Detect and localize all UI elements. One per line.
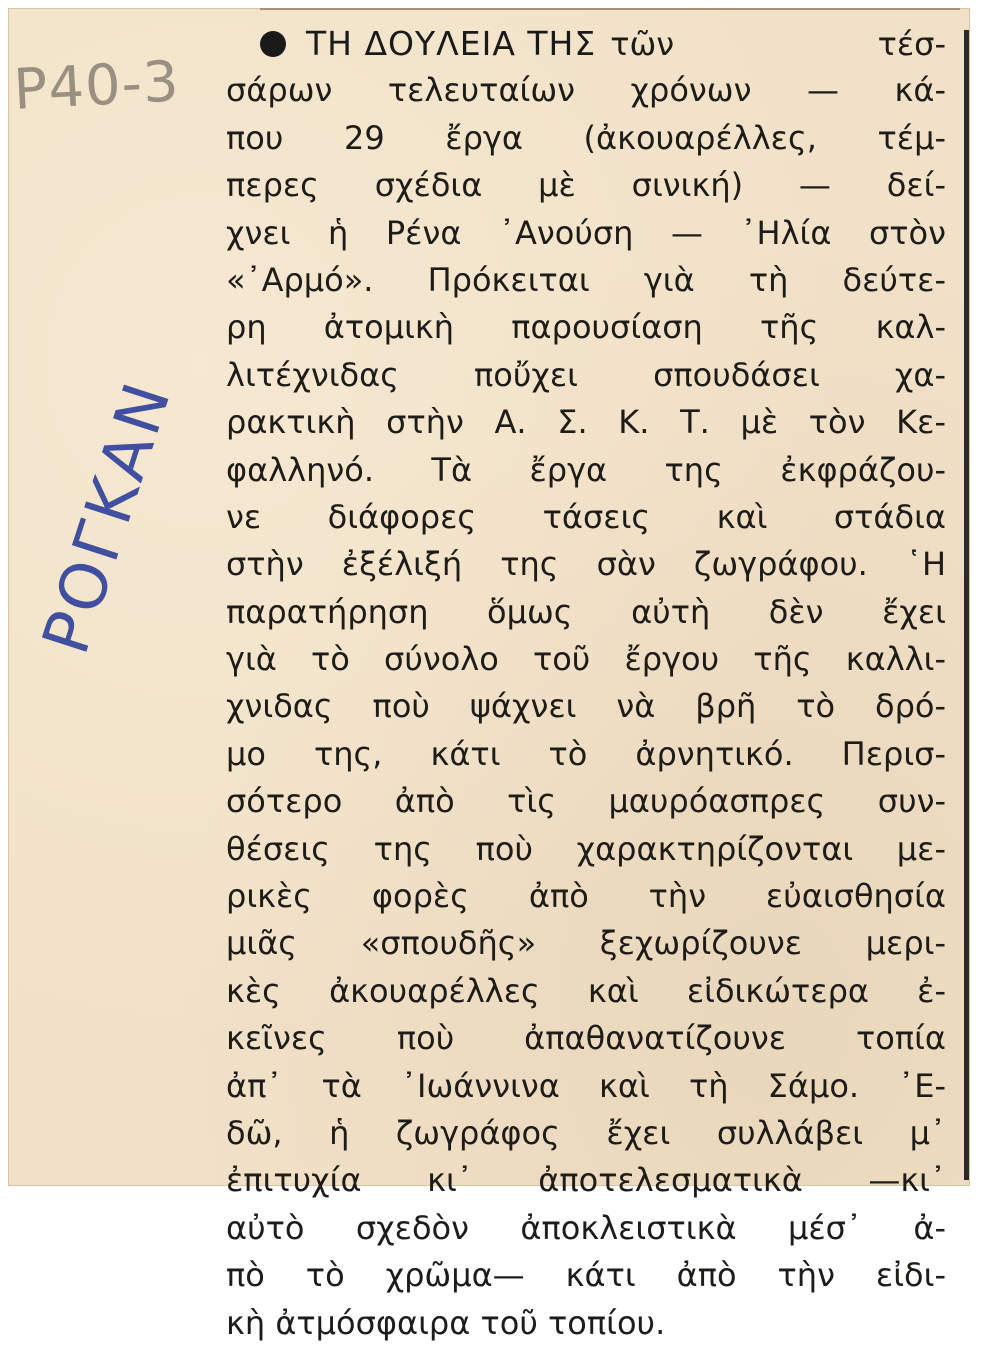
- article-line: φαλληνό. Τὰ ἔργα της ἐκφράζου-: [226, 450, 946, 489]
- article-line: κὲς ἀκουαρέλλες καὶ εἰδικώτερα ἐ-: [226, 971, 946, 1010]
- article-line: χνιδας ποὺ ψάχνει νὰ βρῆ τὸ δρό-: [226, 687, 946, 726]
- article-line: που 29 ἔργα (ἀκουαρέλλες, τέμ-: [226, 118, 946, 157]
- article-line: ἀπ᾿ τὰ ᾿Ιωάννινα καὶ τὴ Σάμο. ᾿Ε-: [226, 1066, 946, 1105]
- article-line: «᾿Αρμό». Πρόκειται γιὰ τὴ δεύτε-: [226, 260, 946, 299]
- article-line: ρακτικὴ στὴν Α. Σ. Κ. Τ. μὲ τὸν Κε-: [226, 403, 946, 442]
- source-note-handwritten: ΡΟΓΚΑΝ: [29, 371, 187, 663]
- bullet-icon: [260, 31, 286, 57]
- article-line: λιτέχνιδας ποὔχει σπουδάσει χα-: [226, 355, 946, 394]
- article-line: κὴ ἀτμόσφαιρα τοῦ τοπίου.: [226, 1303, 666, 1342]
- article-line: θέσεις της ποὺ χαρακτηρίζονται με-: [226, 829, 946, 868]
- article-line: ρικὲς φορὲς ἀπὸ τὴν εὐαισθησία: [226, 877, 946, 916]
- article-line: γιὰ τὸ σύνολο τοῦ ἔργου τῆς καλλι-: [226, 640, 946, 679]
- article-line: στὴν ἐξέλιξή της σὰν ζωγράφου. ῾Η: [226, 545, 946, 584]
- article-line: σότερο ἀπὸ τὶς μαυρόασπρες συν-: [226, 782, 946, 821]
- article-line: περες σχέδια μὲ σινική) — δεί-: [226, 166, 946, 205]
- article-line: χνει ἡ Ρένα ᾿Ανούση — ᾿Ηλία στὸν: [226, 213, 946, 252]
- article-line: παρατήρηση ὅμως αὐτὴ δὲν ἔχει: [226, 592, 946, 631]
- article-line: ἐπιτυχία κι᾿ ἀποτελεσματικὰ —κι᾿: [226, 1161, 946, 1200]
- article-line: κεῖνες ποὺ ἀπαθανατίζουνε τοπία: [226, 1019, 946, 1058]
- article-line: δῶ, ἡ ζωγράφος ἔχει συλλάβει μ᾿: [226, 1113, 946, 1152]
- article-line: [226, 20, 946, 67]
- article-line: μο της, κάτι τὸ ἀρνητικό. Περισ-: [226, 734, 946, 773]
- article-line: αὐτὸ σχεδὸν ἀποκλειστικὰ μέσ᾿ ἀ-: [226, 1208, 946, 1247]
- article-line: νε διάφορες τάσεις καὶ στάδια: [226, 497, 946, 536]
- article-line-text: τῶν τέσ-: [610, 24, 946, 63]
- clipping-top-edge: [260, 8, 960, 10]
- article-body: [226, 20, 946, 1347]
- archive-code-handwritten: Ρ40-3: [12, 49, 182, 123]
- article-line: μιᾶς «σπουδῆς» ξεχωρίζουνε μερι-: [226, 924, 946, 963]
- article-line: πὸ τὸ χρῶμα— κάτι ἀπὸ τὴν εἰδι-: [226, 1256, 946, 1295]
- article-lead-caps: ΤΗ ΔΟΥΛΕΙΑ ΤΗΣ: [306, 24, 597, 64]
- article-line: ρη ἀτομικὴ παρουσίαση τῆς καλ-: [226, 308, 946, 347]
- clipping-right-edge: [964, 30, 969, 1180]
- article-line: σάρων τελευταίων χρόνων — κά-: [226, 71, 946, 110]
